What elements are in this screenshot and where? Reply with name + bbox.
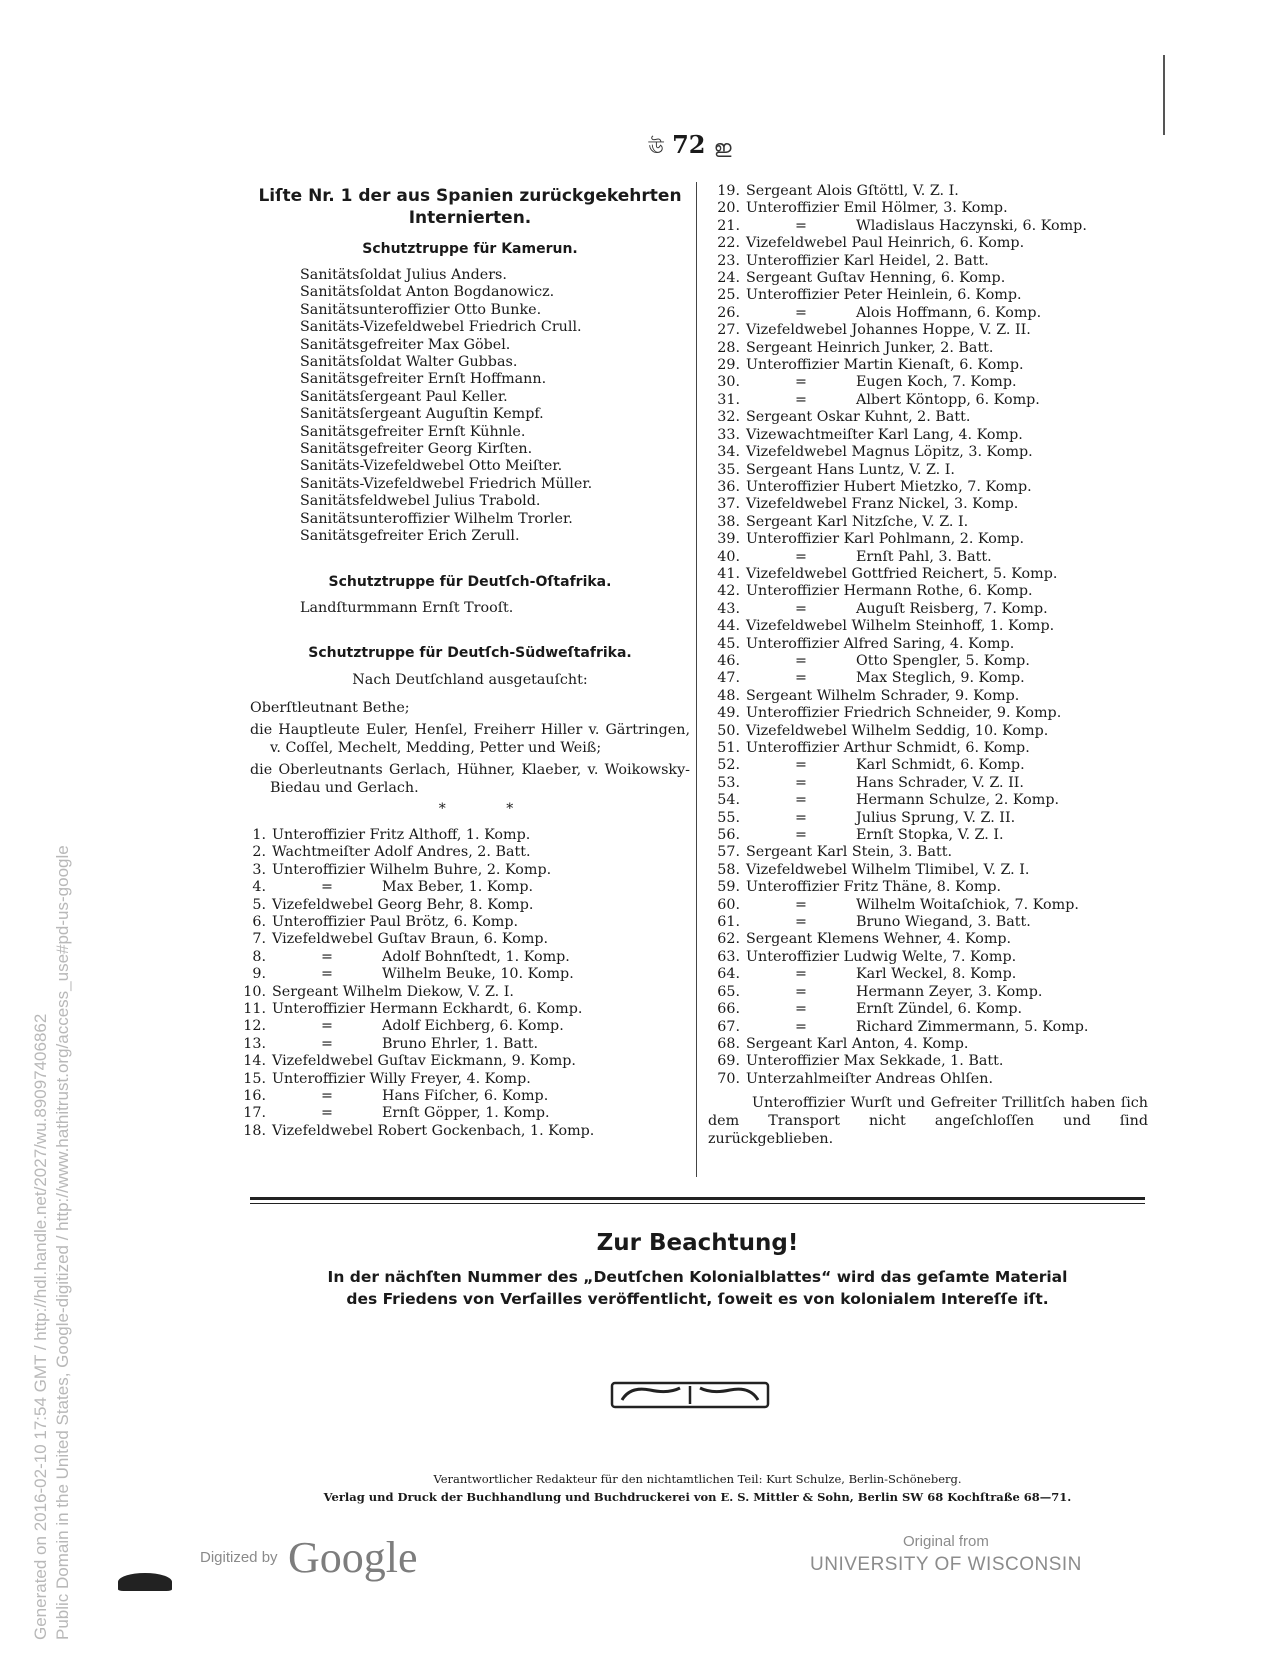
list-item: Sanitätsunteroffizier Wilhelm Trorler. — [300, 510, 573, 527]
entry-text: Vizefeldwebel Wilhelm Steinhoff, 1. Komp. — [746, 618, 1055, 635]
entry-number: 8. — [252, 948, 266, 965]
entry-row — [234, 1036, 690, 1053]
entry-number: 52. — [717, 757, 740, 774]
list-title — [250, 185, 690, 229]
entry-row — [708, 984, 1148, 1001]
entry-row — [708, 566, 1148, 583]
entry-number: 22. — [717, 235, 740, 252]
entry-row — [708, 253, 1148, 270]
entry-number: 1. — [252, 826, 266, 843]
ditto-mark: = — [795, 827, 807, 844]
ostafrika-list — [250, 600, 690, 617]
entry-row — [708, 218, 1148, 235]
entry-text: Vizefeldwebel Robert Gockenbach, 1. Komp. — [272, 1122, 595, 1139]
section-heading-suedwest: Schutztruppe für Deutſch-Südweſtafrika. — [308, 644, 632, 661]
entry-number: 53. — [717, 774, 740, 791]
entry-number: 44. — [717, 618, 740, 635]
ditto-mark: = — [795, 1001, 807, 1018]
entry-number: 26. — [717, 304, 740, 321]
ditto-mark: = — [321, 966, 333, 983]
entry-text: Otto Spengler, 5. Komp. — [856, 652, 1030, 669]
entry-row — [708, 740, 1148, 757]
entries-right — [708, 183, 1148, 1088]
entry-text: Julius Sprung, V. Z. II. — [856, 809, 1016, 826]
ditto-mark: = — [795, 217, 807, 234]
list-item: Sanitätsſoldat Walter Gubbas. — [300, 354, 518, 371]
entry-text: Vizefeldwebel Wilhelm Tlimibel, V. Z. I. — [746, 861, 1030, 878]
digitized-by-google — [200, 1532, 418, 1583]
entry-text: Wilhelm Beuke, 10. Komp. — [382, 966, 574, 983]
entry-text: Unteroffizier Peter Heinlein, 6. Komp. — [746, 287, 1022, 304]
scan-blot — [118, 1573, 172, 1591]
entry-row — [234, 949, 690, 966]
entry-text: Wladislaus Haczynski, 6. Komp. — [856, 217, 1087, 234]
entry-row — [708, 496, 1148, 513]
entry-number: 40. — [717, 548, 740, 565]
entry-row — [708, 235, 1148, 252]
entry-row — [234, 1123, 690, 1140]
entry-number: 3. — [252, 861, 266, 878]
section-heading-ostafrika: Schutztruppe für Deutſch-Oſtafrika. — [328, 573, 612, 590]
digitized-by-label: Digitized by — [200, 1549, 278, 1566]
entry-row — [708, 653, 1148, 670]
entry-row — [708, 270, 1148, 287]
entry-number: 48. — [717, 687, 740, 704]
entry-number: 37. — [717, 496, 740, 513]
entry-number: 23. — [717, 252, 740, 269]
notice-title: Zur Beachtung! — [596, 1230, 799, 1256]
entry-number: 17. — [243, 1105, 266, 1122]
entry-number: 27. — [717, 322, 740, 339]
left-column — [243, 185, 690, 1140]
google-logo-text: Google — [288, 1533, 418, 1582]
entry-row — [234, 984, 690, 1001]
entry-number: 7. — [252, 931, 266, 948]
ditto-mark: = — [321, 1105, 333, 1122]
entry-number: 60. — [717, 896, 740, 913]
entry-row — [708, 792, 1148, 809]
entry-text: Ernſt Stopka, V. Z. I. — [856, 827, 1004, 844]
entry-text: Unteroffizier Paul Brötz, 6. Komp. — [272, 913, 519, 930]
entry-row — [708, 810, 1148, 827]
entry-row — [708, 287, 1148, 304]
entry-number: 43. — [717, 600, 740, 617]
entry-number: 42. — [717, 583, 740, 600]
entry-row — [234, 827, 690, 844]
page-header — [620, 130, 760, 164]
list-item: Sanitätsunteroffizier Otto Bunke. — [300, 301, 542, 318]
entry-row — [234, 931, 690, 948]
entry-text: Sergeant Karl Nitzſche, V. Z. I. — [746, 513, 969, 530]
imprint-line-1: Verantwortlicher Redakteur für den nichtamtlichen Teil: Kurt Schulze, Berlin-Schöneberg. — [433, 1472, 962, 1486]
ditto-mark: = — [321, 1035, 333, 1052]
ditto-mark: = — [795, 896, 807, 913]
entry-text: Hans Schrader, V. Z. II. — [856, 774, 1024, 791]
entry-number: 24. — [717, 270, 740, 287]
entry-row — [708, 322, 1148, 339]
entry-text: Unteroffizier Emil Hölmer, 3. Komp. — [746, 200, 1008, 217]
entry-row — [708, 966, 1148, 983]
entry-number: 18. — [243, 1122, 266, 1139]
imprint — [250, 1470, 1145, 1506]
list-title-line-1: Liſte Nr. 1 der aus Spanien zurückgekehrten — [258, 186, 682, 206]
entry-text: Unteroffizier Ludwig Welte, 7. Komp. — [746, 948, 1017, 965]
entry-number: 66. — [717, 1001, 740, 1018]
entry-text: Hermann Zeyer, 3. Komp. — [856, 983, 1043, 1000]
list-item: Sanitätsgefreiter Georg Kirſten. — [300, 441, 533, 458]
entry-number: 55. — [717, 809, 740, 826]
ditto-mark: = — [795, 757, 807, 774]
entry-text: Albert Köntopp, 6. Komp. — [856, 391, 1040, 408]
entry-number: 45. — [717, 635, 740, 652]
entry-number: 64. — [717, 966, 740, 983]
entry-row — [708, 1071, 1148, 1088]
entry-number: 65. — [717, 983, 740, 1000]
officer-paragraph-3: die Oberleutnants Gerlach, Hühner, Klaeber, v. Woikowsky-Biedau und Gerlach. — [250, 761, 690, 796]
entry-number: 62. — [717, 931, 740, 948]
entry-row — [708, 374, 1148, 391]
entry-row — [708, 775, 1148, 792]
entry-row — [708, 462, 1148, 479]
entry-number: 41. — [717, 565, 740, 582]
officer-paragraph-2: die Hauptleute Euler, Henſel, Freiherr Hiller v. Gärtringen, v. Coſſel, Mechelt, Medding, Petter und Weiß; — [250, 721, 690, 756]
entry-number: 16. — [243, 1088, 266, 1104]
entry-text: Ernſt Zündel, 6. Komp. — [856, 1001, 1023, 1018]
entry-row — [708, 757, 1148, 774]
list-item: Sanitätsfeldwebel Julius Trabold. — [300, 493, 541, 510]
notice-box — [250, 1228, 1145, 1310]
list-item: Landſturmmann Ernſt Trooſt. — [300, 599, 514, 616]
entry-row — [708, 723, 1148, 740]
ditto-mark: = — [795, 809, 807, 826]
entry-text: Hermann Schulze, 2. Komp. — [856, 792, 1060, 809]
entry-number: 57. — [717, 844, 740, 861]
entry-number: 34. — [717, 444, 740, 461]
decorative-ornament-icon — [610, 1380, 770, 1410]
entry-text: Wilhelm Woitaſchiok, 7. Komp. — [856, 896, 1079, 913]
ditto-mark: = — [795, 792, 807, 809]
divider-rule-thin — [250, 1203, 1145, 1204]
university-name: UNIVERSITY OF WISCONSIN — [810, 1554, 1082, 1575]
entry-row — [708, 897, 1148, 914]
entry-number: 50. — [717, 722, 740, 739]
entry-text: Unteroffizier Hubert Mietzko, 7. Komp. — [746, 478, 1032, 495]
entry-text: Vizefeldwebel Georg Behr, 8. Komp. — [272, 896, 534, 913]
entry-text: Sergeant Heinrich Junker, 2. Batt. — [746, 339, 994, 356]
entry-text: Unteroffizier Karl Pohlmann, 2. Komp. — [746, 531, 1025, 548]
entry-number: 68. — [717, 1035, 740, 1052]
list-item: Sanitätsſergeant Paul Keller. — [300, 388, 508, 405]
imprint-line-2: Verlag und Druck der Buchhandlung und Buchdruckerei von E. S. Mittler & Sohn, Berlin SW 68 Kochſtraße 68—71. — [323, 1490, 1072, 1504]
entry-row — [708, 183, 1148, 200]
entry-text: Ernſt Göpper, 1. Komp. — [382, 1105, 550, 1122]
list-item: Sanitäts-Vizefeldwebel Friedrich Müller. — [300, 475, 593, 492]
entry-number: 58. — [717, 861, 740, 878]
entry-text: Unteroffizier Willy Freyer, 4. Komp. — [272, 1070, 531, 1087]
entry-number: 54. — [717, 792, 740, 809]
watermark-line-2: Public Domain in the United States, Google-digitized / http://www.hathitrust.org/access_use#pd-us-google — [53, 845, 72, 1640]
entry-text: Richard Zimmermann, 5. Komp. — [856, 1018, 1089, 1035]
entry-row — [708, 549, 1148, 566]
right-column — [708, 183, 1148, 1148]
entry-number: 46. — [717, 652, 740, 669]
entry-number: 5. — [252, 896, 266, 913]
entry-number: 39. — [717, 531, 740, 548]
ditto-mark: = — [795, 914, 807, 931]
entry-row — [708, 862, 1148, 879]
entry-text: Sergeant Hans Luntz, V. Z. I. — [746, 461, 955, 478]
entry-number: 29. — [717, 357, 740, 374]
closing-note: Unteroffizier Wurſt und Gefreiter Trillitſch haben ſich dem Transport nicht angeſchloſſen und ſind zurückgeblieben. — [708, 1095, 1148, 1148]
ditto-mark: = — [795, 670, 807, 687]
entry-text: Adolf Bohnſtedt, 1. Komp. — [382, 948, 570, 965]
entry-text: Vizefeldwebel Guſtav Eickmann, 9. Komp. — [272, 1053, 576, 1070]
ditto-mark: = — [321, 1018, 333, 1035]
entry-text: Sergeant Karl Stein, 3. Batt. — [746, 844, 952, 861]
ditto-mark: = — [795, 1018, 807, 1035]
list-item: Sanitätsſoldat Anton Bogdanowicz. — [300, 284, 555, 301]
ditto-mark: = — [321, 948, 333, 965]
entry-text: Max Steglich, 9. Komp. — [856, 670, 1025, 687]
entry-text: Hans Fiſcher, 6. Komp. — [382, 1088, 549, 1104]
entry-text: Unteroffizier Hermann Eckhardt, 6. Komp. — [272, 1000, 583, 1017]
entry-text: Unterzahlmeiſter Andreas Ohlſen. — [746, 1070, 993, 1087]
entry-number: 32. — [717, 409, 740, 426]
list-item: Sanitätsſergeant Auguſtin Kempf. — [300, 406, 544, 423]
entry-text: Sergeant Alois Gſtöttl, V. Z. I. — [746, 183, 959, 199]
entry-row — [708, 479, 1148, 496]
entry-row — [708, 636, 1148, 653]
entry-row — [708, 931, 1148, 948]
entry-row — [234, 879, 690, 896]
entry-text: Unteroffizier Arthur Schmidt, 6. Komp. — [746, 740, 1030, 756]
entry-row — [234, 862, 690, 879]
divider-rule-thick — [250, 1197, 1145, 1200]
entry-row — [708, 340, 1148, 357]
entry-text: Bruno Wiegand, 3. Batt. — [856, 914, 1031, 931]
original-from — [810, 1532, 1082, 1578]
entry-row — [708, 1036, 1148, 1053]
entry-text: Unteroffizier Karl Heidel, 2. Batt. — [746, 252, 989, 269]
entry-text: Ernſt Pahl, 3. Batt. — [856, 548, 992, 565]
ditto-mark: = — [795, 374, 807, 391]
entry-number: 31. — [717, 391, 740, 408]
entry-text: Unteroffizier Max Sekkade, 1. Batt. — [746, 1053, 1004, 1070]
entry-text: Vizefeldwebel Gottfried Reichert, 5. Komp. — [746, 565, 1058, 582]
entry-number: 4. — [252, 879, 266, 896]
entry-row — [708, 1019, 1148, 1036]
scan-edge-mark — [1163, 55, 1165, 135]
section-heading-kamerun: Schutztruppe für Kamerun. — [362, 241, 578, 257]
entry-number: 10. — [243, 983, 266, 1000]
entry-text: Vizefeldwebel Johannes Hoppe, V. Z. II. — [746, 322, 1031, 339]
hathitrust-watermark — [22, 640, 74, 1640]
header-ornament-right: ഇ — [713, 137, 732, 158]
entry-row — [234, 1001, 690, 1018]
entry-number: 67. — [717, 1018, 740, 1035]
entry-text: Vizewachtmeiſter Karl Lang, 4. Komp. — [746, 426, 1023, 443]
watermark-line-1: Generated on 2016-02-10 17:54 GMT / http://hdl.handle.net/2027/wu.89097406862 — [31, 1013, 50, 1640]
entry-text: Sergeant Wilhelm Diekow, V. Z. I. — [272, 983, 514, 1000]
entry-row — [708, 427, 1148, 444]
entry-text: Sergeant Oskar Kuhnt, 2. Batt. — [746, 409, 971, 426]
ditto-mark: = — [795, 983, 807, 1000]
entry-number: 49. — [717, 705, 740, 722]
entry-text: Karl Schmidt, 6. Komp. — [856, 757, 1025, 774]
entry-number: 69. — [717, 1053, 740, 1070]
list-item: Sanitäts-Vizefeldwebel Friedrich Crull. — [300, 319, 582, 336]
list-item: Sanitätsgefreiter Max Göbel. — [300, 336, 511, 353]
entry-row — [708, 200, 1148, 217]
ditto-mark: = — [795, 304, 807, 321]
entry-row — [708, 531, 1148, 548]
entry-text: Bruno Ehrler, 1. Batt. — [382, 1035, 539, 1052]
entry-text: Vizefeldwebel Magnus Löpitz, 3. Komp. — [746, 444, 1033, 461]
entry-row — [708, 444, 1148, 461]
entry-row — [708, 357, 1148, 374]
ditto-mark: = — [321, 879, 333, 896]
entry-row — [708, 914, 1148, 931]
entry-text: Sergeant Karl Anton, 4. Komp. — [746, 1035, 969, 1052]
entry-text: Sergeant Klemens Wehner, 4. Komp. — [746, 931, 1012, 948]
entry-row — [708, 844, 1148, 861]
entry-text: Vizefeldwebel Guſtav Braun, 6. Komp. — [272, 931, 549, 948]
entry-text: Vizefeldwebel Paul Heinrich, 6. Komp. — [746, 235, 1025, 252]
notice-line-2: des Friedens von Verſailles veröffentlicht, ſoweit es von kolonialem Intereſſe iſt. — [346, 1290, 1049, 1308]
entry-row — [234, 914, 690, 931]
entry-number: 56. — [717, 827, 740, 844]
list-item: Sanitätsgefreiter Erich Zerull. — [300, 528, 520, 545]
entry-text: Auguſt Reisberg, 7. Komp. — [856, 600, 1048, 617]
entry-number: 51. — [717, 740, 740, 756]
entry-row — [708, 601, 1148, 618]
list-item: Sanitätsſoldat Julius Anders. — [300, 267, 507, 283]
entry-row — [708, 514, 1148, 531]
entry-row — [708, 1053, 1148, 1070]
entry-number: 2. — [252, 844, 266, 861]
ditto-mark: = — [795, 391, 807, 408]
entry-text: Adolf Eichberg, 6. Komp. — [382, 1018, 564, 1035]
list-title-line-2: Internierten. — [408, 208, 532, 228]
entry-text: Wachtmeiſter Adolf Andres, 2. Batt. — [272, 844, 531, 861]
entry-number: 21. — [717, 217, 740, 234]
entry-row — [708, 879, 1148, 896]
entry-number: 70. — [717, 1070, 740, 1087]
entry-row — [708, 827, 1148, 844]
entry-row — [234, 966, 690, 983]
entry-number: 61. — [717, 914, 740, 931]
original-from-label: Original from — [903, 1533, 989, 1550]
entry-row — [234, 844, 690, 861]
entry-number: 6. — [252, 913, 266, 930]
ditto-mark: = — [795, 774, 807, 791]
officer-paragraph-1: Oberſtleutnant Bethe; — [250, 699, 410, 716]
entry-row — [708, 1001, 1148, 1018]
header-ornament-left: ঊ — [648, 137, 664, 158]
entry-number: 47. — [717, 670, 740, 687]
entry-row — [234, 897, 690, 914]
list-item: Sanitätsgefreiter Ernſt Kühnle. — [300, 423, 526, 440]
entry-text: Alois Hoffmann, 6. Komp. — [856, 304, 1042, 321]
entry-number: 9. — [252, 966, 266, 983]
entry-text: Eugen Koch, 7. Komp. — [856, 374, 1017, 391]
entry-text: Unteroffizier Fritz Thäne, 8. Komp. — [746, 879, 1002, 896]
entry-text: Karl Weckel, 8. Komp. — [856, 966, 1017, 983]
entry-row — [708, 409, 1148, 426]
entry-row — [234, 1071, 690, 1088]
entry-text: Sergeant Guſtav Henning, 6. Komp. — [746, 270, 1006, 287]
page-number: 72 — [672, 130, 706, 159]
entry-text: Unteroffizier Hermann Rothe, 6. Komp. — [746, 583, 1033, 600]
entry-row — [708, 392, 1148, 409]
entry-number: 28. — [717, 339, 740, 356]
entry-number: 14. — [243, 1053, 266, 1070]
entry-number: 35. — [717, 461, 740, 478]
entry-row — [708, 705, 1148, 722]
list-item: Sanitäts-Vizefeldwebel Otto Meiſter. — [300, 458, 563, 475]
ditto-mark: = — [321, 1088, 333, 1104]
entry-number: 20. — [717, 200, 740, 217]
list-item: Sanitätsgefreiter Ernſt Hoffmann. — [300, 371, 547, 388]
entry-row — [234, 1088, 690, 1105]
entries-left — [234, 827, 690, 1140]
notice-line-1: In der nächſten Nummer des „Deutſchen Kolonialblattes“ wird das geſamte Material — [327, 1268, 1068, 1286]
entry-text: Vizefeldwebel Wilhelm Seddig, 10. Komp. — [746, 722, 1049, 739]
entry-number: 15. — [243, 1070, 266, 1087]
entry-number: 25. — [717, 287, 740, 304]
ditto-mark: = — [795, 652, 807, 669]
exchanged-heading: Nach Deutſchland ausgetauſcht: — [352, 671, 588, 688]
entry-text: Vizefeldwebel Franz Nickel, 3. Komp. — [746, 496, 1019, 513]
entry-row — [234, 1018, 690, 1035]
entry-text: Unteroffizier Friedrich Schneider, 9. Komp. — [746, 705, 1062, 722]
entry-number: 11. — [243, 1000, 266, 1017]
entry-number: 59. — [717, 879, 740, 896]
entry-row — [708, 688, 1148, 705]
entry-number: 19. — [717, 183, 740, 199]
ditto-mark: = — [795, 966, 807, 983]
entry-text: Max Beber, 1. Komp. — [382, 879, 534, 896]
entry-number: 63. — [717, 948, 740, 965]
entry-text: Unteroffizier Fritz Althoff, 1. Komp. — [272, 826, 531, 843]
entry-row — [708, 949, 1148, 966]
entry-row — [708, 670, 1148, 687]
entry-text: Unteroffizier Alfred Saring, 4. Komp. — [746, 635, 1015, 652]
entry-number: 13. — [243, 1035, 266, 1052]
ditto-mark: = — [795, 548, 807, 565]
entry-number: 30. — [717, 374, 740, 391]
entry-number: 38. — [717, 513, 740, 530]
entry-row — [234, 1053, 690, 1070]
entry-number: 33. — [717, 426, 740, 443]
entry-row — [234, 1105, 690, 1122]
entry-number: 36. — [717, 478, 740, 495]
entry-row — [708, 583, 1148, 600]
entry-row — [708, 618, 1148, 635]
entry-text: Unteroffizier Wilhelm Buhre, 2. Komp. — [272, 861, 552, 878]
entry-text: Unteroffizier Martin Kienaſt, 6. Komp. — [746, 357, 1024, 374]
entry-number: 12. — [243, 1018, 266, 1035]
ditto-mark: = — [795, 600, 807, 617]
entry-text: Sergeant Wilhelm Schrader, 9. Komp. — [746, 687, 1020, 704]
kamerun-list — [250, 267, 690, 546]
section-stars: * * — [438, 800, 542, 817]
column-divider — [696, 182, 697, 1177]
entry-row — [708, 305, 1148, 322]
